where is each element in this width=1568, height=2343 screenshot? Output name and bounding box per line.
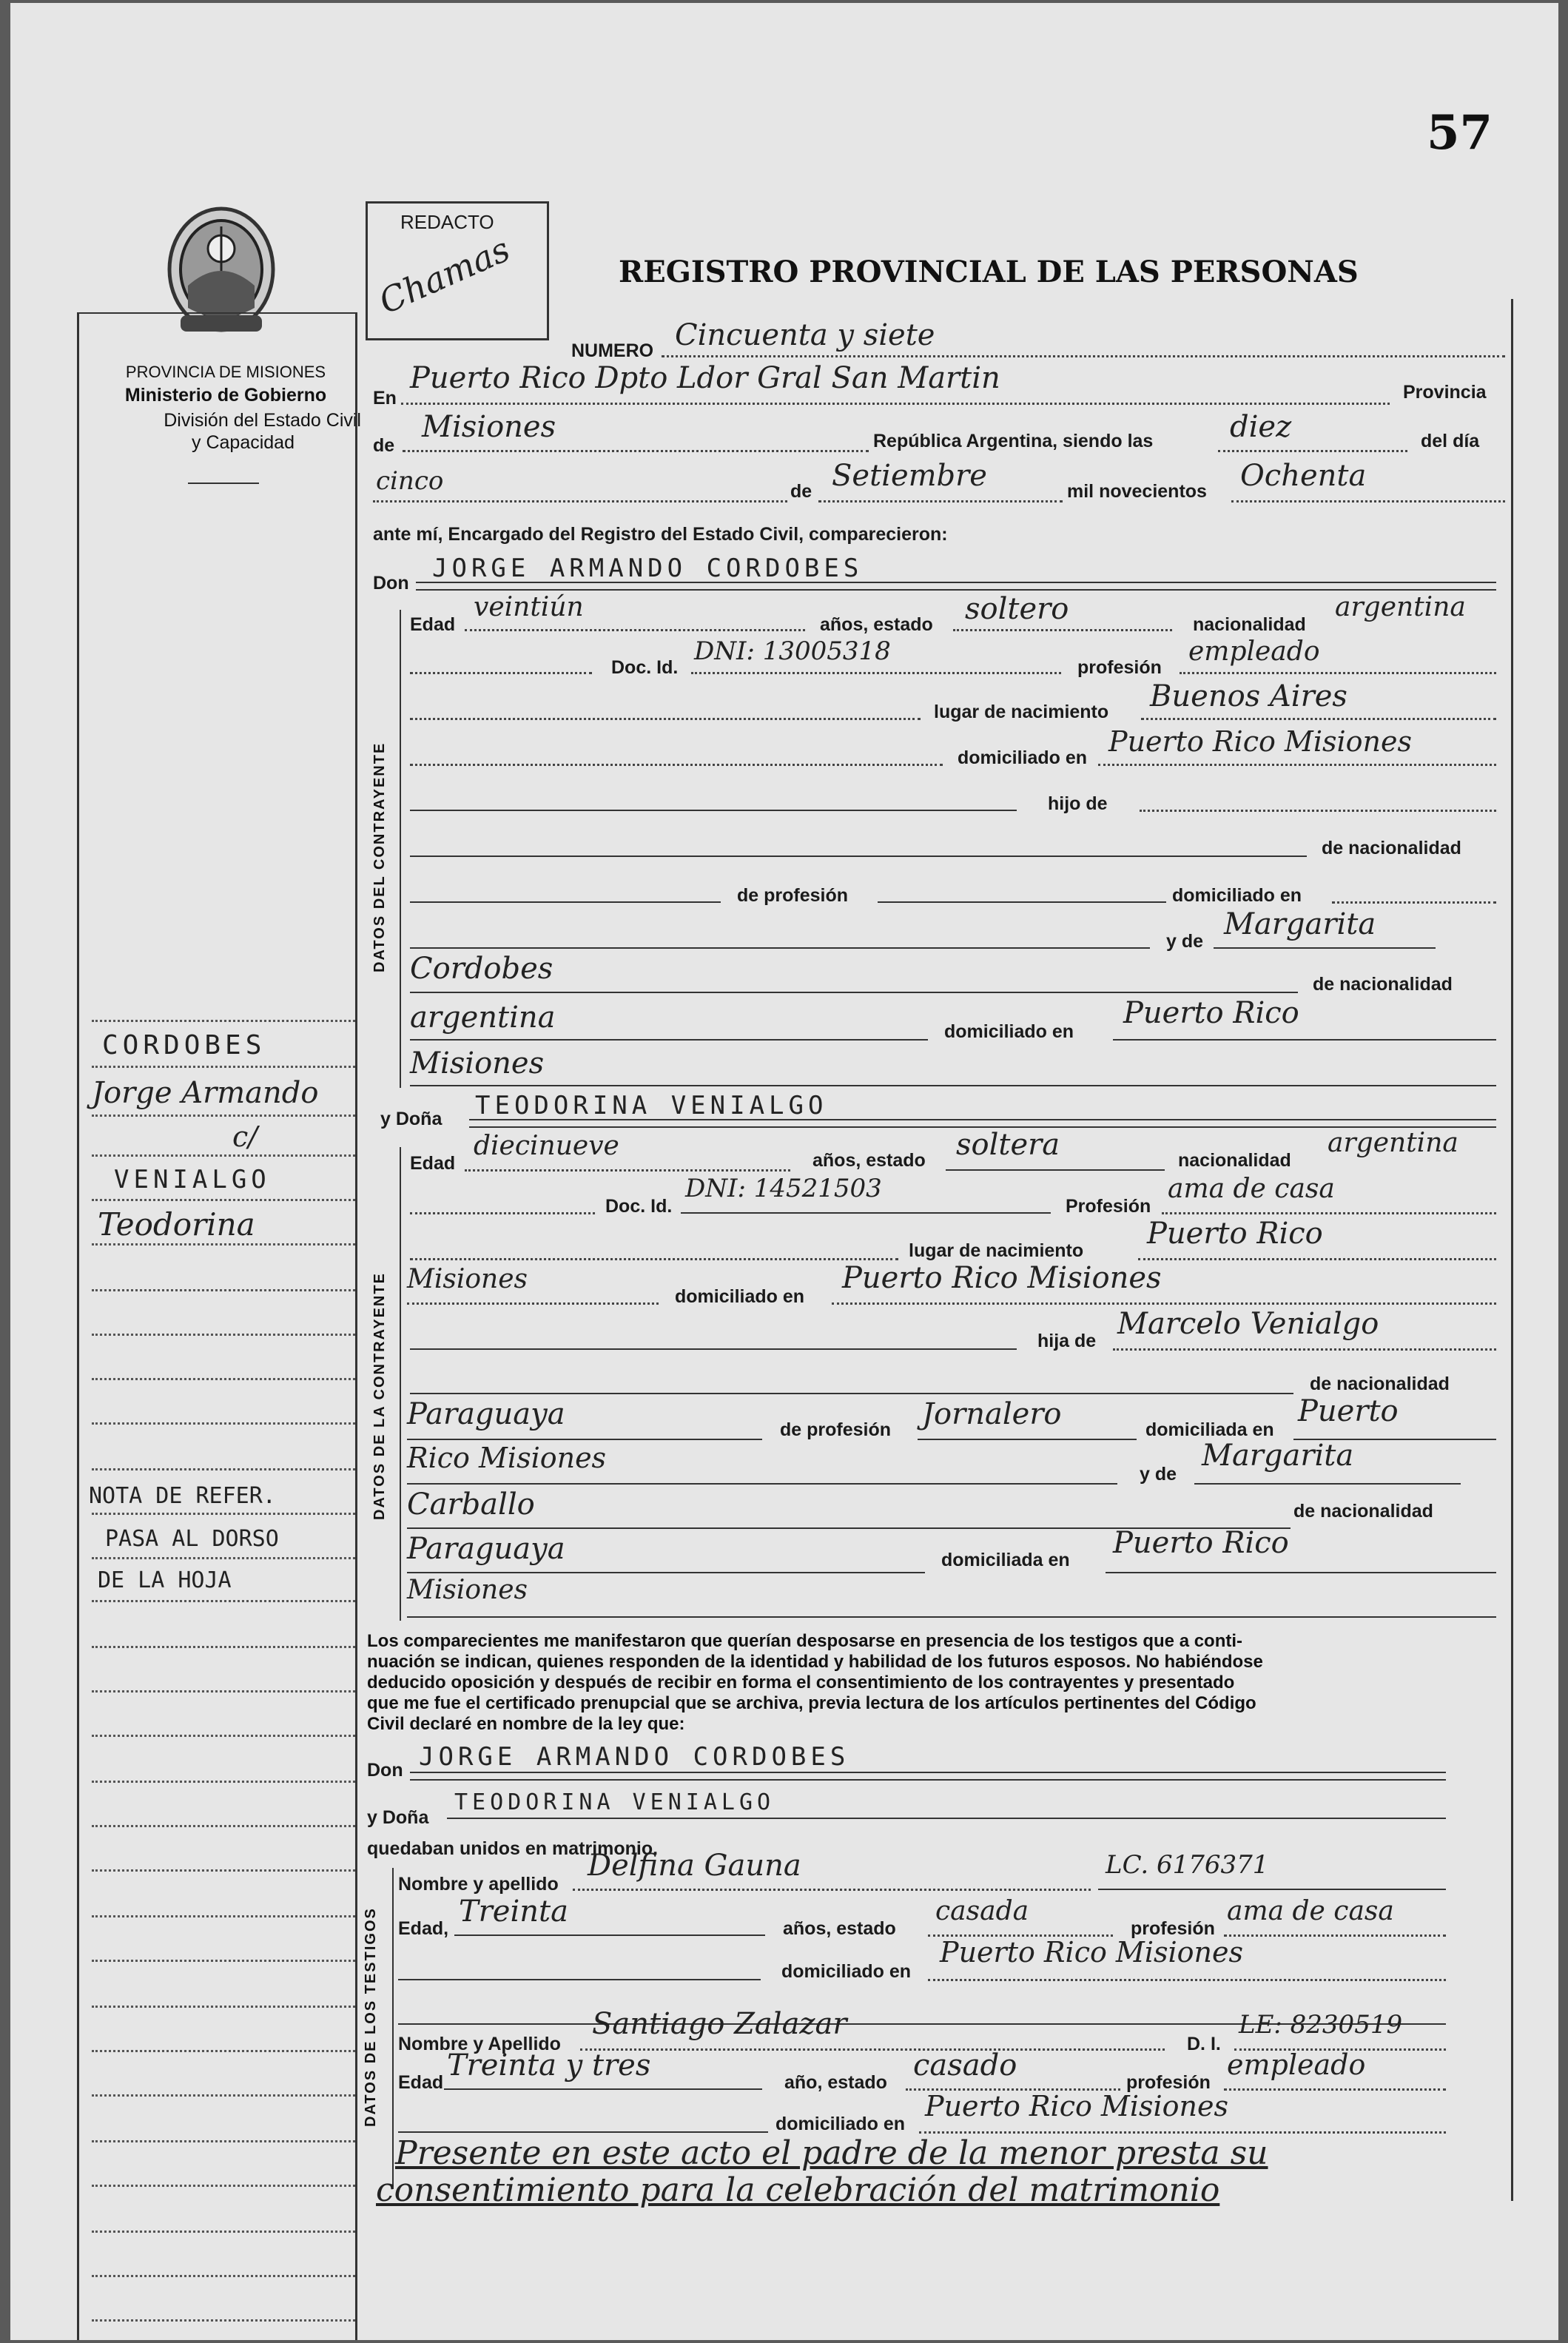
t2-dom-value: Puerto Rico Misiones — [925, 2090, 1228, 2122]
ante-text: ante mí, Encargado del Registro del Estado Civil, comparecieron: — [373, 524, 948, 545]
declaracion-don-label: Don — [367, 1760, 403, 1781]
de-profesion-label: de profesión — [737, 885, 849, 906]
t1-dom-label: domiciliado en — [781, 1961, 912, 1982]
t2-prof-value: empleado — [1227, 2048, 1366, 2081]
margin-nota-3: DE LA HOJA — [98, 1567, 232, 1593]
redacto-box — [366, 201, 549, 340]
contrayente-side-label: DATOS DEL CONTRAYENTE — [371, 742, 388, 972]
estado-value-2: soltera — [956, 1128, 1060, 1162]
padre-nacionalidad-value: Paraguaya — [407, 1397, 565, 1431]
provincial-seal-icon — [158, 204, 284, 337]
agency-line-4: y Capacidad — [192, 432, 295, 453]
hija-label: hija de — [1037, 1331, 1097, 1351]
declaracion-line-2: nuación se indican, quienes responden de la identidad y habilidad de los futuros esposos. No habiéndose — [367, 1652, 1263, 1672]
declaracion-line-3: deducido oposición y después de recibir en forma el consentimiento de los contrayentes y presentado — [367, 1673, 1235, 1692]
contrayenta-side-label: DATOS DE LA CONTRAYENTE — [371, 1272, 388, 1520]
domiciliado-label-3: domiciliado en — [944, 1021, 1074, 1042]
t1-estado-value: casada — [935, 1896, 1029, 1926]
doc-value: DNI: 13005318 — [694, 636, 891, 666]
madre-nacionalidad-value: argentina — [410, 1001, 556, 1035]
t1-anios-label: años, estado — [783, 1918, 896, 1939]
nacionalidad-label: nacionalidad — [1193, 614, 1306, 635]
edad-label-2: Edad — [410, 1153, 456, 1174]
profesion-value: empleado — [1188, 636, 1320, 667]
t2-estado-value: casado — [913, 2048, 1017, 2083]
margin-c: c/ — [232, 1120, 258, 1153]
t2-anios-label: año, estado — [784, 2072, 887, 2093]
madre-domicilio-value: Puerto Rico — [1123, 996, 1299, 1030]
domiciliado-label-4: domiciliado en — [675, 1286, 805, 1307]
nacionalidad-value-2: argentina — [1328, 1128, 1458, 1158]
t1-nombre-label: Nombre y apellido — [398, 1874, 559, 1895]
agency-line-2: Ministerio de Gobierno — [124, 385, 327, 406]
margin-nota-1: NOTA DE REFER. — [89, 1483, 276, 1509]
madre-value: Margarita — [1224, 907, 1376, 941]
lugar-value: Buenos Aires — [1150, 679, 1347, 713]
t2-doc-label: D. I. — [1187, 2034, 1221, 2054]
domicilio-value-2: Puerto Rico Misiones — [842, 1261, 1162, 1295]
de-label: de — [373, 435, 395, 456]
t2-edad-label: Edad — [398, 2072, 444, 2093]
madre-domicilio-value-2: Misiones — [410, 1046, 545, 1080]
lugar-label: lugar de nacimiento — [934, 702, 1109, 722]
redacto-signature: Chamas — [373, 229, 516, 322]
profesion-label: profesión — [1077, 657, 1162, 678]
profesion-value-2: ama de casa — [1168, 1174, 1335, 1204]
declaracion-dona-value: TEODORINA VENIALGO — [454, 1789, 775, 1815]
del-dia-label: del día — [1421, 431, 1480, 451]
y-de-label: y de — [1166, 931, 1204, 952]
dona-label: y Doña — [380, 1109, 443, 1129]
madre-apellido-value-2: Carballo — [407, 1488, 535, 1522]
dia-value: cinco — [376, 466, 444, 496]
lugar-value-2: Puerto Rico — [1147, 1217, 1323, 1251]
agency-line-1: PROVINCIA DE MISIONES — [125, 363, 326, 381]
provincia-value: Misiones — [422, 410, 556, 444]
mes-value: Setiembre — [832, 459, 987, 493]
de-nacionalidad-label-3: de nacionalidad — [1310, 1374, 1450, 1394]
en-value: Puerto Rico Dpto Ldor Gral San Martin — [410, 361, 1000, 395]
domiciliado-label-2: domiciliado en — [1172, 885, 1302, 906]
document-title: REGISTRO PROVINCIAL DE LAS PERSONAS — [619, 255, 1359, 289]
estado-value: soltero — [965, 592, 1069, 626]
t2-edad-value: Treinta y tres — [447, 2048, 651, 2083]
doc-value-2: DNI: 14521503 — [685, 1174, 882, 1203]
domiciliado-label: domiciliado en — [958, 747, 1088, 768]
t2-nombre-label: Nombre y Apellido — [398, 2034, 561, 2054]
de2-label: de — [790, 481, 812, 502]
declaracion-line-5: Civil declaré en nombre de la ley que: — [367, 1714, 685, 1734]
provincia-label: Provincia — [1403, 382, 1487, 403]
edad-value: veintiún — [474, 592, 584, 622]
nota-line-2: consentimiento para la celebración del matrimonio — [376, 2171, 1220, 2209]
domiciliada-label: domiciliada en — [1145, 1419, 1274, 1440]
testigos-side-label: DATOS DE LOS TESTIGOS — [363, 1907, 379, 2127]
madre-apellido-value: Cordobes — [410, 952, 553, 986]
t1-prof-label: profesión — [1131, 1918, 1215, 1939]
de-nacionalidad-label: de nacionalidad — [1322, 838, 1461, 858]
de-nacionalidad-label-2: de nacionalidad — [1313, 974, 1453, 995]
anio-value: Ochenta — [1240, 459, 1367, 493]
padre-value: Marcelo Venialgo — [1117, 1307, 1379, 1341]
numero-label: NUMERO — [571, 340, 654, 361]
quedaban-text: quedaban unidos en matrimonio. — [367, 1838, 659, 1859]
t1-nombre-value: Delfina Gauna — [588, 1849, 801, 1883]
t2-prof-label: profesión — [1126, 2072, 1211, 2093]
anios-label-2: años, estado — [812, 1150, 926, 1171]
agency-line-3: División del Estado Civil — [164, 410, 361, 431]
en-label: En — [373, 388, 397, 409]
redacto-label: REDACTO — [400, 211, 494, 233]
t2-nombre-value: Santiago Zalazar — [592, 2007, 847, 2041]
nacionalidad-label-2: nacionalidad — [1178, 1150, 1291, 1171]
declaracion-line-4: que me fue el certificado prenupcial que se archiva, previa lectura de los artículos pertinentes del Código — [367, 1693, 1256, 1713]
madre-nacionalidad-value-2: Paraguaya — [407, 1532, 565, 1566]
madre-value-2: Margarita — [1202, 1439, 1354, 1473]
t1-prof-value: ama de casa — [1227, 1896, 1394, 1926]
nacionalidad-value: argentina — [1335, 592, 1466, 622]
madre-domicilio-value-2b: Misiones — [407, 1575, 528, 1605]
doc-label-2: Doc. Id. — [605, 1196, 673, 1217]
padre-profesion-value: Jornalero — [922, 1397, 1062, 1431]
de-profesion-label-2: de profesión — [780, 1419, 892, 1440]
domiciliada-label-2: domiciliada en — [941, 1550, 1070, 1570]
numero-value: Cincuenta y siete — [675, 318, 935, 352]
margin-apellido-2: VENIALGO — [114, 1165, 271, 1194]
padre-domicilio-value: Puerto — [1298, 1394, 1399, 1428]
t2-dom-label: domiciliado en — [775, 2114, 906, 2134]
profesion-label-2: Profesión — [1066, 1196, 1151, 1217]
lugar-value-2b: Misiones — [407, 1264, 528, 1294]
margin-nombre-2: Teodorina — [98, 1206, 255, 1243]
don-label: Don — [373, 573, 409, 594]
declaracion-dona-label: y Doña — [367, 1807, 429, 1828]
nota-line-1: Presente en este acto el padre de la menor presta su — [395, 2134, 1268, 2172]
padre-domicilio-value-2: Rico Misiones — [407, 1442, 607, 1474]
margin-nombre-1: Jorge Armando — [92, 1076, 319, 1110]
t1-edad-label: Edad, — [398, 1918, 449, 1939]
republica-label: República Argentina, siendo las — [873, 431, 1154, 451]
margin-apellido-1: CORDOBES — [102, 1030, 266, 1060]
edad-label: Edad — [410, 614, 456, 635]
lugar-label-2: lugar de nacimiento — [909, 1240, 1084, 1261]
declaracion-line-1: Los comparecientes me manifestaron que querían desposarse en presencia de los testigos que a conti- — [367, 1631, 1243, 1651]
page-number: 57 — [1427, 105, 1493, 161]
mil-label: mil novecientos — [1067, 481, 1207, 502]
declaracion-don-value: JORGE ARMANDO CORDOBES — [419, 1742, 850, 1772]
de-nacionalidad-label-4: de nacionalidad — [1293, 1501, 1433, 1522]
y-de-label-2: y de — [1140, 1464, 1177, 1485]
hijo-label: hijo de — [1048, 793, 1108, 814]
margin-nota-2: PASA AL DORSO — [105, 1526, 279, 1552]
domicilio-value: Puerto Rico Misiones — [1108, 725, 1412, 758]
t1-doc-value: LC. 6176371 — [1106, 1850, 1269, 1880]
t2-doc-value: LE: 8230519 — [1239, 2010, 1403, 2040]
anios-label: años, estado — [820, 614, 933, 635]
document-page — [10, 3, 1558, 2340]
edad-value-2: diecinueve — [474, 1131, 619, 1161]
madre-domicilio-value-2: Puerto Rico — [1113, 1526, 1289, 1560]
contrayenta-nombre: TEODORINA VENIALGO — [475, 1091, 828, 1120]
t1-edad-value: Treinta — [459, 1895, 568, 1929]
contrayente-nombre: JORGE ARMANDO CORDOBES — [432, 554, 864, 583]
hora-value: diez — [1230, 410, 1292, 444]
t1-dom-value: Puerto Rico Misiones — [940, 1936, 1243, 1969]
doc-label: Doc. Id. — [611, 657, 679, 678]
